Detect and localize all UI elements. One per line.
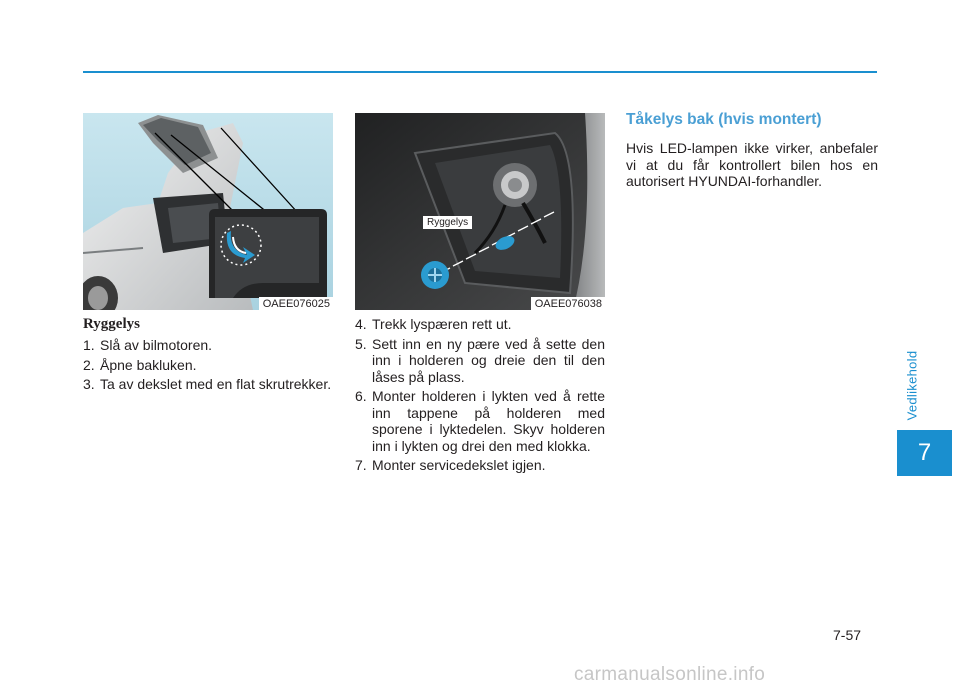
ryggelys-heading: Ryggelys: [83, 316, 140, 332]
list-item: 1. Slå av bilmotoren.: [83, 337, 213, 353]
tailgate-illustration: [83, 113, 333, 310]
list-item: 5. Sett inn en ny pære ved å sette den inn i holderen og dreie den til den låses på plass.: [355, 335, 605, 385]
figure-light-holder: [355, 113, 605, 310]
header-rule: [83, 71, 877, 73]
figure-code: OAEE076038: [531, 297, 605, 310]
chapter-number-tab: 7: [897, 430, 952, 476]
figure-code: OAEE076025: [259, 297, 333, 310]
section-body: Hvis LED-lampen ikke virker, anbefaler vi at du får kontrollert bilen hos en autorisert HYUNDAI-forhandler.: [626, 140, 878, 189]
section-title: Tåkelys bak (hvis montert): [626, 111, 822, 128]
list-item: 7. Monter servicedekslet igjen.: [355, 457, 546, 473]
chapter-label: Vedlikehold: [904, 350, 920, 420]
watermark: carmanualsonline.info: [574, 664, 766, 685]
steps-list-left: [83, 337, 333, 396]
page-number: 7-57: [833, 627, 862, 643]
list-item: 2. Åpne bakluken.: [83, 356, 197, 373]
list-item: 3. Ta av dekslet med en flat skrutrekker.: [83, 376, 332, 392]
list-item: 4. Trekk lyspæren rett ut.: [355, 316, 512, 332]
figure-tailgate: [83, 113, 333, 310]
list-item: 6. Monter holderen i lykten ved å rette inn tappene på holderen med sporene i lyktedelen. Skyv holderen inn i lykten og drei den med klokka.: [355, 388, 605, 454]
ryggelys-callout: Ryggelys: [423, 216, 472, 229]
light-holder-illustration: [355, 113, 605, 310]
steps-list-middle: [355, 316, 605, 477]
